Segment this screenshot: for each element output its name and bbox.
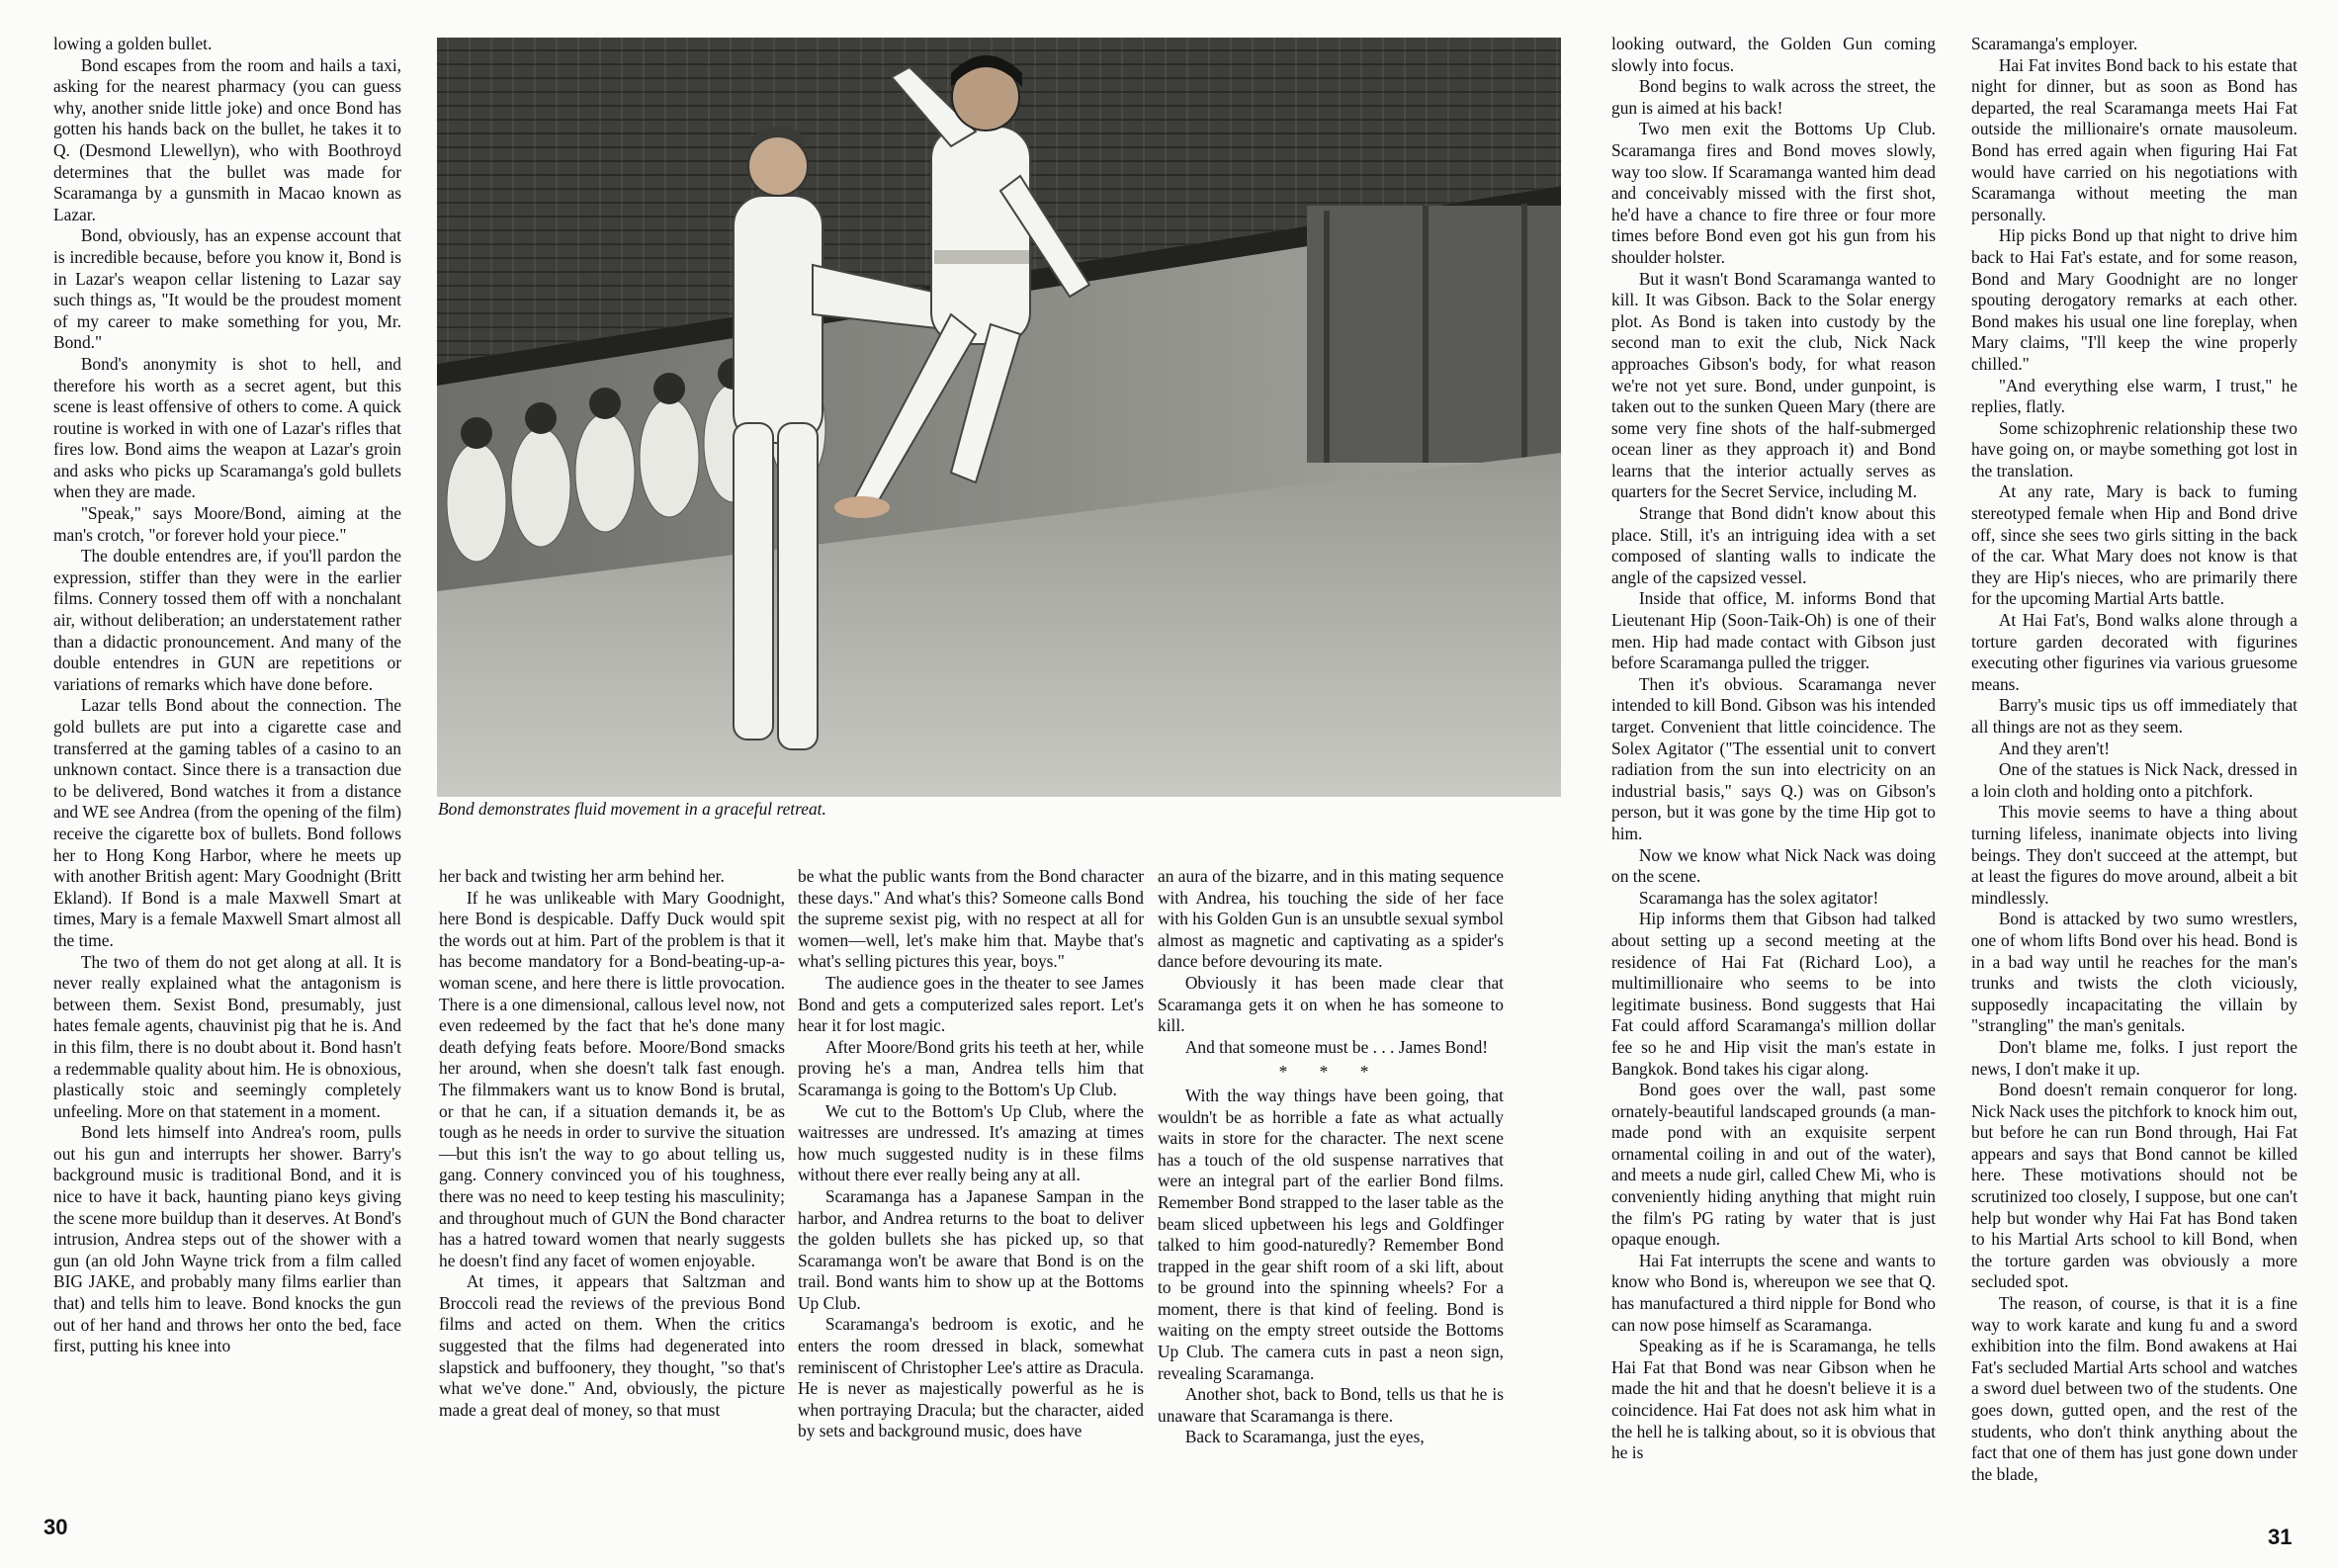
paragraph: Scaramanga has the solex agitator! [1638, 887, 1879, 908]
paragraph: Bond escapes from the room and hails a taxi, asking for the nearest pharmacy (you can guess why, another snide little joke) and once Bond has gotten his hands back on the bullet, he takes it to Q. (Desmond Llewellyn), who with Boothroyd determines that the bullet was made for Scaramanga by a gunsmith in Macao known as Lazar. [53, 54, 401, 224]
paragraph: At any rate, Mary is back to fuming stereotyped female when Hip and Bond drive off, since she sees two girls sitting in the back of the car. What Mary does not know is that they are Hip's nieces, who are primarily there for the upcoming Martial Arts battle. [1971, 481, 2297, 609]
paragraph: Bond is attacked by two sumo wrestlers, one of whom lifts Bond over his head. Bond is in a bad way until he reaches for the man's trunks and twists the cloth viciously, supposedly incapacitating the villain by "strangling" the man's genitals. [1971, 909, 2297, 1036]
paragraph: Scaramanga's employer. [1971, 34, 2138, 53]
paragraph: The double entendres are, if you'll pardon the expression, stiffer than they were in the earlier films. Connery tossed them off with a nonchalant air, without deliberation; an understatement rather than a didactic pronouncement. And many of the double entendres in GUN are repetitions or variations of remarks which have done before. [53, 546, 401, 694]
paragraph: her back and twisting her arm behind her. [439, 866, 725, 886]
text-column-4 [1158, 866, 1504, 1448]
paragraph: If he was unlikeable with Mary Goodnight, here Bond is despicable. Daffy Duck would spit the words out at him. Part of the problem is that it has become mandatory for a Bond-beating-up-a-woman scene, and here there is little provocation. There is a one dimensional, callous level now, not even redeemed by the fact that he's done many death defying feats before. Moore/Bond smacks her around, when she doesn't talk fast enough. The filmmakers want us to know Bond is brutal, or that he can, if a situation demands it, be as tough as he needs in order to survive the situation—but this isn't the way to go about telling us, gang. Connery convinced you of his toughness, there was no need to keep testing his masculinity; and throughout much of GUN the Bond character has a hatred toward women that nearly suggests he doesn't find any facet of women enjoyable. [439, 887, 785, 1270]
paragraph: And they aren't! [1998, 738, 2111, 758]
paragraph: At times, it appears that Saltzman and Broccoli read the reviews of the previous Bond films and acted on them. When the critics suggested that the films had degenerated into slapstick and buffoonery, they thought, "so that's what we've done." And, obviously, the picture made a great deal of money, so that must [439, 1271, 785, 1420]
text-column-5 [1611, 34, 1936, 1464]
paragraph: After Moore/Bond grits his teeth at her, while proving he's a man, Andrea tells him that Scaramanga is going to the Bottom's Up Club. [798, 1036, 1144, 1099]
paragraph: Some schizophrenic relationship these two have going on, or maybe something got lost in the translation. [1971, 417, 2297, 480]
paragraph: Bond doesn't remain conqueror for long. Nick Nack uses the pitchfork to knock him out, but before he can run Bond through, Hai Fat appears and says that Bond cannot be killed here. These motivations should not be scrutinized too closely, I suppose, but one can't help but wonder why Hai Fat has Bond taken to his Martial Arts school to kill Bond, when the torture garden was obviously a more secluded spot. [1971, 1080, 2297, 1292]
paragraph: At Hai Fat's, Bond walks alone through a torture garden decorated with figurines executing other figurines via various gruesome means. [1971, 610, 2297, 694]
karate-photo-illustration [437, 38, 1561, 797]
paragraph: Scaramanga has a Japanese Sampan in the harbor, and Andrea returns to the boat to deliver the golden bullets she has picked up, so that Scaramanga won't be aware that Bond is on the trail. Bond wants him to show up at the Bottoms Up Club. [798, 1185, 1144, 1313]
paragraph: Scaramanga's bedroom is exotic, and he enters the room dressed in black, somewhat reminiscent of Christopher Lee's attire as Dracula. He is never as majestically powerful as he is when portraying Dracula; but the character, aided by sets and background music, does have [798, 1314, 1144, 1441]
karate-photo [437, 38, 1561, 797]
paragraph: be what the public wants from the Bond character these days." And what's this? Someone calls Bond the supreme sexist pig, with no respect at all for women—well, let's make him that. Maybe that's what's selling pictures this year, boys." [798, 866, 1144, 972]
paragraph: This movie seems to have a thing about turning lifeless, inanimate objects into living beings. They don't succeed at the attempt, but at least the figures do move around, albeit a bit mindlessly. [1971, 802, 2297, 908]
page-number-right: 31 [2268, 1524, 2293, 1549]
text-column-3 [798, 866, 1144, 1442]
paragraph: Two men exit the Bottoms Up Club. Scaramanga fires and Bond moves slowly, way too slow. If Scaramanga wanted him dead and conceivably missed with the first shot, he'd have a chance to fire three or four more times before Bond even got his gun from his shoulder holster. [1611, 119, 1936, 267]
paragraph: We cut to the Bottom's Up Club, where the waitresses are undressed. It's amazing at times how much suggested nudity is in these films without there ever really being any at all. [798, 1100, 1144, 1185]
text-column-2 [439, 866, 785, 1421]
paragraph: Hip picks Bond up that night to drive him back to Hai Fat's estate, and for some reason, Bond and Mary Goodnight are no longer spouting derogatory remarks at each other. Bond makes his usual one line foreplay, when Mary claims, "I'll keep the wine properly chilled." [1971, 225, 2297, 374]
paragraph: Bond, obviously, has an expense account that is incredible because, before you know it, Bond is in Lazar's weapon cellar listening to Lazar say such things as, "It would be the proudest moment of my career to make something for you, Mr. Bond." [53, 225, 401, 353]
paragraph: Then it's obvious. Scaramanga never intended to kill Bond. Gibson was his intended target. Convenient that little coincidence. The Solex Agitator ("The essential unit to convert radiation from the sun into electricity on an industrial basis," says Q.) was on Gibson's person, but it was gone by the time Hip got to him. [1611, 673, 1936, 843]
paragraph: Inside that office, M. informs Bond that Lieutenant Hip (Soon-Taik-Oh) is one of their men. Hip had made contact with Gibson just before Scaramanga pulled the trigger. [1611, 588, 1936, 673]
paragraph: "And everything else warm, I trust," he replies, flatly. [1971, 375, 2297, 417]
text-column-1 [53, 34, 401, 1357]
paragraph: an aura of the bizarre, and in this mating sequence with Andrea, his touching the side of her face with his Golden Gun is an unsubtle sexual symbol almost as magnetic and captivating as a spider's dance before devouring its mate. [1158, 866, 1504, 972]
paragraph: Another shot, back to Bond, tells us that he is unaware that Scaramanga is there. [1158, 1384, 1504, 1426]
paragraph: Hai Fat invites Bond back to his estate that night for dinner, but as soon as Bond has departed, the real Scaramanga meets Hai Fat outside the millionaire's ornate mausoleum. Bond has erred again when figuring Hai Fat would have carried on his negotiations with Scaramanga without meeting the man personally. [1971, 54, 2297, 224]
paragraph: Barry's music tips us off immediately that all things are not as they seem. [1971, 695, 2297, 737]
text-column-6 [1971, 34, 2297, 1485]
page-number-left: 30 [43, 1515, 68, 1539]
paragraph: The reason, of course, is that it is a fine way to work karate and kung fu and a sword exhibition into the film. Bond awakens at Hai Fat's secluded Martial Arts school and watches a sword duel between two of the students. One goes down, gutted open, and the rest of the students, who don't think anything about the fact that one of them has just gone down under the blade, [1971, 1293, 2297, 1484]
paragraph: Speaking as if he is Scaramanga, he tells Hai Fat that Bond was near Gibson when he made the hit and that he doesn't believe it is a coincidence. Hai Fat does not ask him what in the hell he is talking about, so it is obvious that he is [1611, 1336, 1936, 1463]
paragraph: Don't blame me, folks. I just report the news, I don't make it up. [1971, 1036, 2297, 1079]
paragraph: Back to Scaramanga, just the eyes, [1184, 1427, 1425, 1447]
paragraph: And that someone must be . . . James Bond! [1184, 1036, 1489, 1057]
paragraph: Obviously it has been made clear that Scaramanga gets it on when he has someone to kill. [1158, 972, 1504, 1036]
paragraph: looking outward, the Golden Gun coming slowly into focus. [1611, 34, 1936, 75]
paragraph: Bond lets himself into Andrea's room, pulls out his gun and interrupts her shower. Barry's background music is traditional Bond, and it is nice to have it back, haunting piano keys giving the scene more buildup than it deserves. At Bond's intrusion, Andrea steps out of the shower with a gun (an old John Wayne trick from a film called BIG JAKE, and probably many films earlier than that) and tells him to leave. Bond knocks the gun out of her hand and throws her onto the bed, face first, putting his knee into [53, 1122, 401, 1356]
paragraph: The audience goes in the theater to see James Bond and gets a computerized sales report. Let's hear it for lost magic. [798, 972, 1144, 1036]
paragraph: With the way things have been going, that wouldn't be as horrible a fate as what actually waits in store for the character. The next scene has a touch of the old suspense narratives that were an integral part of the earlier Bond films. Remember Bond strapped to the laser table as the beam sliced upbetween his legs and Goldfinger talked to him good-naturedly? Remember Bond trapped in the gear shift room of a ski lift, about to be ground into the spinning wheels? For a moment, there is that kind of feeling. Bond is waiting on the empty street outside the Bottoms Up Club. The camera cuts in past a neon sign, revealing Scaramanga. [1158, 1085, 1504, 1383]
paragraph: Bond begins to walk across the street, the gun is aimed at his back! [1611, 76, 1936, 118]
paragraph: But it wasn't Bond Scaramanga wanted to kill. It was Gibson. Back to the Solar energy plot. As Bond is taken into custody by the second man to exit the club, Nick Nack approaches Gibson's body, for what reason we're not yet sure. Bond, under gunpoint, is taken out to the sunken Queen Mary (there are some very fine shots of the half-submerged ocean liner as they approach it) and Bond learns that the interior actually serves as quarters for the Secret Service, including M. [1611, 268, 1936, 502]
paragraph: Hip informs them that Gibson had talked about setting up a second meeting at the residence of Hai Fat (Richard Loo), a multimillionaire who seems to be into legitimate business. Bond suggests that Hai Fat could afford Scaramanga's million dollar fee so he and Hip visit the man's estate in Bangkok. Bond takes his cigar along. [1611, 909, 1936, 1079]
paragraph: One of the statues is Nick Nack, dressed in a loin cloth and holding onto a pitchfork. [1971, 759, 2297, 801]
paragraph: Bond goes over the wall, past some ornately-beautiful landscaped grounds (a man-made pond with an exquisite serpent ornamental coiling in and out of the water), and meets a nude girl, called Chew Mi, who is conveniently hiding anything that might ruin the film's PG rating by water that is just opaque enough. [1611, 1080, 1936, 1250]
paragraph: lowing a golden bullet. [53, 34, 213, 53]
paragraph: Hai Fat interrupts the scene and wants to know who Bond is, whereupon we see that Q. has manufactured a third nipple for Bond who can now pose himself as Scaramanga. [1611, 1250, 1936, 1335]
paragraph: The two of them do not get along at all. It is never really explained what the antagonism is between them. Sexist Bond, presumably, just hates female agents, chauvinist pig that he is. And in this film, there is no doubt about it. Bond hasn't a redemmable quality about him. He is obnoxious, plastically stoic and seemingly completely unfeeling. More on that statement in a moment. [53, 951, 401, 1121]
paragraph: Now we know what Nick Nack was doing on the scene. [1611, 844, 1936, 887]
photo-caption: Bond demonstrates fluid movement in a graceful retreat. [438, 799, 826, 819]
paragraph: Strange that Bond didn't know about this place. Still, it's an intriguing idea with a set composed of slanting walls to indicate the angle of the capsized vessel. [1611, 503, 1936, 587]
paragraph: Lazar tells Bond about the connection. The gold bullets are put into a cigarette case and transferred at the gaming tables of a casino to an unknown contact. Since there is a transaction due to be delivered, Bond watches it from a distance and WE see Andrea (from the opening of the film) receive the cigarette box of bullets. Bond follows her to Hong Kong Harbor, where he meets up with another British agent: Mary Goodnight (Britt Ekland). If Bond is a male Maxwell Smart at times, Mary is a female Maxwell Smart almost all the time. [53, 695, 401, 950]
paragraph: "Speak," says Moore/Bond, aiming at the man's crotch, "or forever hold your piece." [53, 503, 401, 545]
paragraph: Bond's anonymity is shot to hell, and therefore his worth as a secret agent, but this scene is least offensive of others to come. A quick routine is worked in with one of Lazar's rifles that fires low. Bond aims the weapon at Lazar's groin and asks who picks up Scaramanga's gold bullets when they are made. [53, 353, 401, 502]
section-break: * * * [1278, 1062, 1383, 1083]
